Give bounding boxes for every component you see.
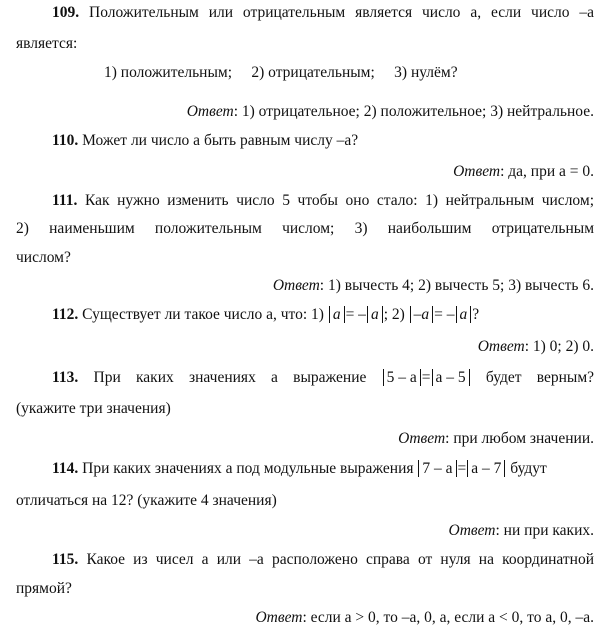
answer-text: : если a > 0, то –a, 0, a, если a < 0, то a, 0, –a. <box>302 609 594 626</box>
answer-text: : да, при a = 0. <box>500 163 594 180</box>
problem-109-question-line1 <box>52 3 594 23</box>
answer-text: : 1) 0; 2) 0. <box>524 338 594 355</box>
absolute-value: a <box>367 306 383 323</box>
problem-number: 113. <box>52 369 79 386</box>
problem-112-question <box>52 305 594 325</box>
absolute-value: a – 7 <box>467 460 505 477</box>
answer-label: Ответ <box>453 163 501 180</box>
question-text: Положительным или отрицательным является число a, если число –a <box>89 4 594 21</box>
absolute-value: 7 – a <box>418 460 456 477</box>
question-text: Существует ли такое число a, что: 1) <box>82 306 324 323</box>
answer-text: : при любом значении. <box>445 430 594 447</box>
question-text: ? <box>472 306 480 323</box>
problem-115-question-line2: прямой? <box>16 580 72 597</box>
problem-109-options: 1) положительным; 2) отрицательным; 3) нулём? <box>104 64 458 81</box>
absolute-value: 5 – a <box>383 369 421 386</box>
question-text: Какое из чисел a или –a расположено справа от нуля на координатной <box>86 551 594 568</box>
problem-109-question-line2: является: <box>16 35 78 52</box>
problem-113-question-line1 <box>52 368 594 388</box>
question-text: При каких значениях a под модульные выражения <box>82 460 414 477</box>
problem-113-answer <box>16 429 594 449</box>
problem-111-answer <box>16 276 594 296</box>
absolute-value: a <box>456 306 472 323</box>
problem-111-question-line3: числом? <box>16 249 71 266</box>
question-text: При каких значениях a выражение <box>93 369 367 386</box>
math-operator: = <box>421 369 431 386</box>
problem-number: 115. <box>52 551 79 568</box>
problem-112-answer <box>16 337 594 357</box>
answer-text: : ни при каких. <box>495 522 594 539</box>
problem-110-answer <box>16 162 594 182</box>
problem-114-answer <box>16 521 594 541</box>
problem-110-question <box>52 131 594 151</box>
problem-number: 114. <box>52 460 79 477</box>
answer-label: Ответ <box>255 609 303 626</box>
problem-115-question-line1 <box>52 550 594 570</box>
question-text: Как нужно изменить число 5 чтобы оно стало: 1) нейтральным числом; <box>85 192 594 209</box>
problem-111-question-line2: 2) наименьшим положительным числом; 3) наибольшим отрицательным <box>16 220 594 237</box>
problem-114-question-line1 <box>52 459 594 479</box>
math-operator: = <box>457 460 467 477</box>
problem-115-answer <box>16 608 594 628</box>
answer-text: : 1) отрицательное; 2) положительное; 3) нейтральное. <box>233 103 594 120</box>
problem-109-answer <box>16 102 594 122</box>
problem-114-question-line2: отличаться на 12? (укажите 4 значения) <box>16 492 277 509</box>
math-operator: = – <box>434 306 455 323</box>
problem-number: 112. <box>52 306 79 323</box>
problem-111-question-line1 <box>52 191 594 211</box>
question-text: будет верным? <box>485 369 595 386</box>
question-text: Может ли число a быть равным числу –a? <box>82 132 359 149</box>
answer-label: Ответ <box>448 522 496 539</box>
math-operator: = – <box>345 306 366 323</box>
question-text: будут <box>510 460 547 477</box>
problem-number: 109. <box>52 4 80 21</box>
problem-113-question-line2: (укажите три значения) <box>16 400 171 417</box>
absolute-value: a – 5 <box>432 369 470 386</box>
problem-number: 111. <box>52 192 78 209</box>
problem-number: 110. <box>52 132 79 149</box>
answer-label: Ответ <box>398 430 446 447</box>
answer-label: Ответ <box>477 338 525 355</box>
answer-text: : 1) вычесть 4; 2) вычесть 5; 3) вычесть 6. <box>319 277 594 294</box>
question-text: ; 2) <box>383 306 405 323</box>
answer-label: Ответ <box>272 277 320 294</box>
absolute-value: –a <box>410 306 434 323</box>
answer-label: Ответ <box>186 103 234 120</box>
absolute-value: a <box>329 306 345 323</box>
